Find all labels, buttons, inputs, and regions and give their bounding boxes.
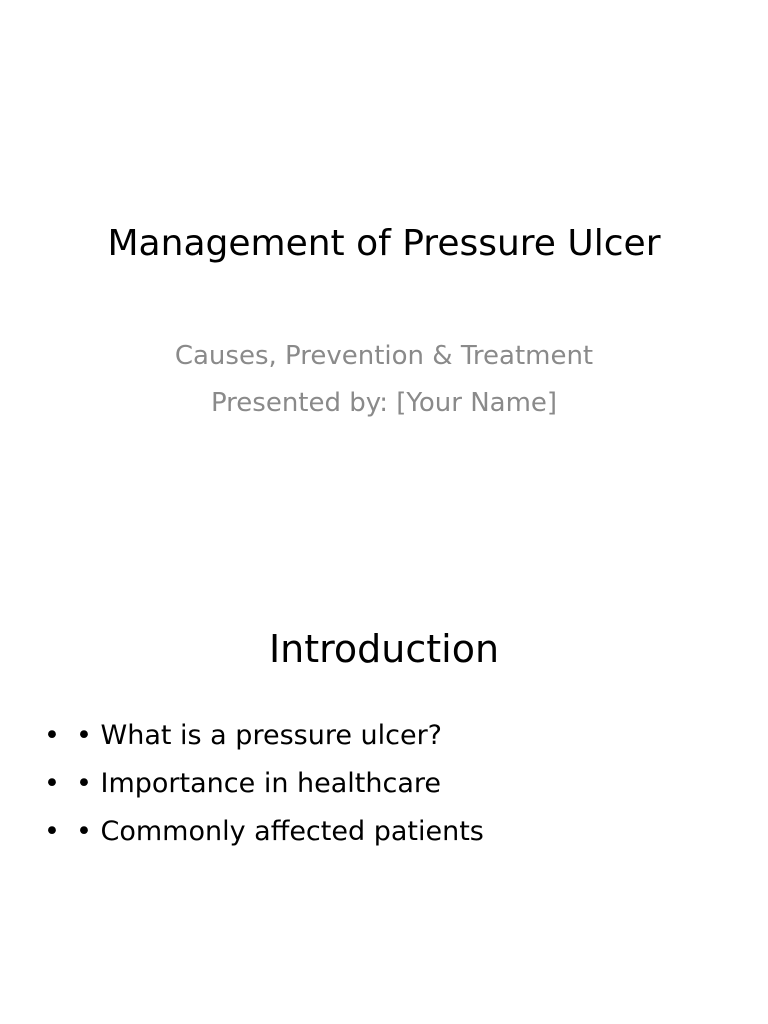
bullet-text: • Commonly affected patients <box>76 816 484 847</box>
bullet-text: • Importance in healthcare <box>76 768 441 799</box>
bullet-list <box>44 712 484 856</box>
slide-subtitle <box>0 333 768 427</box>
bullet-icon: • <box>44 768 60 799</box>
subtitle-line: Presented by: [Your Name] <box>210 388 558 418</box>
list-item <box>44 808 484 856</box>
bullet-icon: • <box>44 816 60 847</box>
list-item <box>44 760 484 808</box>
slide-title: Introduction <box>268 627 500 671</box>
introduction-slide <box>0 512 768 1024</box>
bullet-icon: • <box>44 720 60 751</box>
list-item <box>44 712 484 760</box>
slide-title: Management of Pressure Ulcer <box>107 223 661 264</box>
bullet-text: • What is a pressure ulcer? <box>76 720 443 751</box>
subtitle-line: Causes, Prevention & Treatment <box>174 341 594 371</box>
